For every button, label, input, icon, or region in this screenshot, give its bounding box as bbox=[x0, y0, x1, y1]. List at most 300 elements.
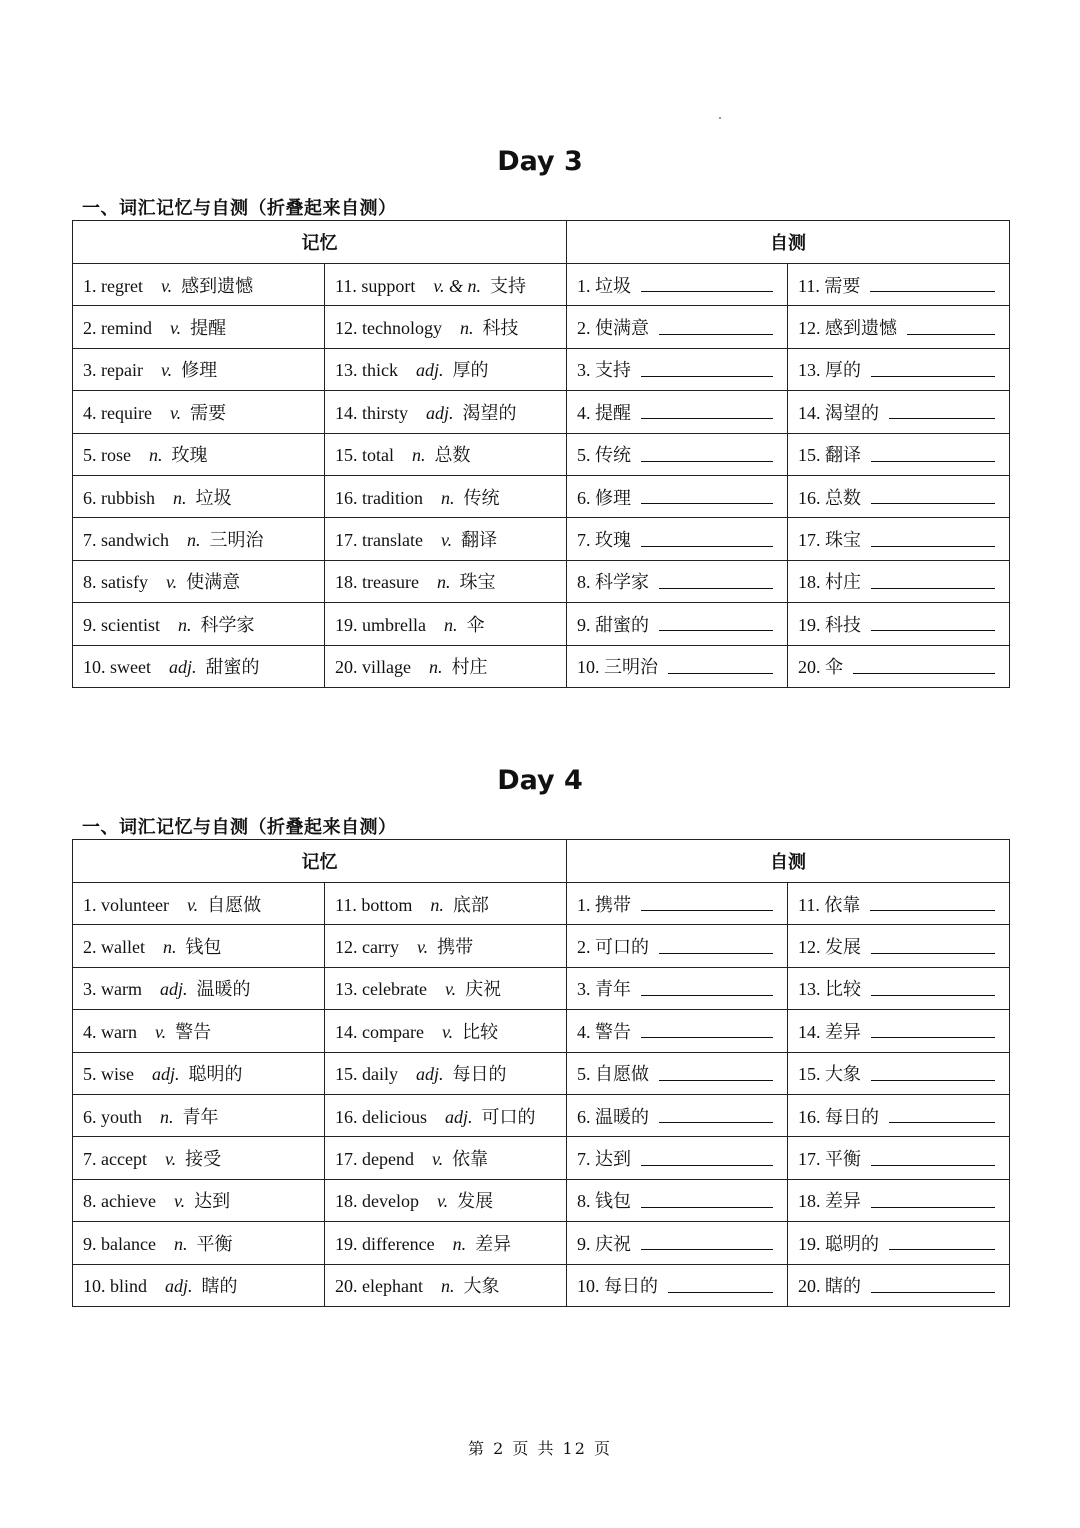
test-cell bbox=[788, 264, 1010, 306]
test-cell-content bbox=[798, 1180, 1009, 1221]
vocab-word: 14. compare bbox=[335, 1021, 424, 1042]
table-row bbox=[73, 1094, 1010, 1136]
test-cell-content bbox=[798, 1222, 1009, 1263]
test-cell-content bbox=[798, 561, 1009, 602]
answer-blank[interactable] bbox=[853, 659, 995, 674]
test-cell bbox=[567, 1052, 788, 1094]
table-row bbox=[73, 1010, 1010, 1052]
memory-cell bbox=[73, 1010, 325, 1052]
test-cell bbox=[567, 1264, 788, 1306]
part-of-speech: n. bbox=[162, 937, 177, 958]
answer-blank[interactable] bbox=[659, 1066, 773, 1081]
test-cell bbox=[567, 1179, 788, 1221]
test-cell-content bbox=[577, 476, 787, 517]
answer-blank[interactable] bbox=[641, 277, 773, 292]
day-title: Day 4 bbox=[497, 765, 583, 796]
answer-blank[interactable] bbox=[871, 574, 995, 589]
test-cell-content bbox=[798, 925, 1009, 966]
part-of-speech: n. bbox=[173, 487, 187, 508]
table-row bbox=[73, 1052, 1010, 1094]
answer-blank[interactable] bbox=[871, 616, 995, 631]
part-of-speech: n. bbox=[430, 894, 444, 915]
answer-blank[interactable] bbox=[659, 574, 773, 589]
test-prompt: 8. 钱包 bbox=[577, 1191, 631, 1212]
answer-blank[interactable] bbox=[870, 277, 995, 292]
test-header: 自测 bbox=[567, 221, 1010, 264]
memory-cell bbox=[325, 1179, 567, 1221]
vocab-word: 7. accept bbox=[83, 1149, 147, 1170]
table-row bbox=[73, 967, 1010, 1009]
answer-blank[interactable] bbox=[641, 896, 773, 911]
memory-cell bbox=[73, 603, 325, 645]
answer-blank[interactable] bbox=[889, 1235, 995, 1250]
test-cell bbox=[788, 1010, 1010, 1052]
test-cell-content bbox=[577, 1265, 787, 1306]
table-row bbox=[73, 883, 1010, 925]
test-prompt: 4. 提醒 bbox=[577, 402, 631, 423]
vocab-table bbox=[72, 220, 1010, 688]
memory-cell bbox=[325, 518, 567, 560]
chinese-meaning: 温暖的 bbox=[196, 979, 251, 1000]
answer-blank[interactable] bbox=[871, 447, 995, 462]
test-cell-content bbox=[577, 883, 787, 924]
vocab-word: 7. sandwich bbox=[83, 530, 169, 551]
test-prompt: 5. 传统 bbox=[577, 445, 631, 466]
test-cell-content bbox=[798, 1137, 1009, 1178]
test-cell bbox=[567, 925, 788, 967]
part-of-speech: v. bbox=[444, 979, 457, 1000]
test-prompt: 7. 玫瑰 bbox=[577, 530, 631, 551]
part-of-speech: n. bbox=[149, 445, 163, 466]
test-header: 自测 bbox=[567, 840, 1010, 883]
test-cell-content bbox=[577, 561, 787, 602]
test-cell-content bbox=[577, 1053, 787, 1094]
vocab-word: 2. wallet bbox=[83, 937, 145, 958]
part-of-speech: v. bbox=[160, 360, 173, 381]
chinese-meaning: 可口的 bbox=[481, 1106, 536, 1127]
vocab-word: 5. wise bbox=[83, 1064, 134, 1085]
part-of-speech: n. bbox=[428, 657, 443, 678]
test-cell bbox=[788, 391, 1010, 433]
test-cell bbox=[788, 645, 1010, 687]
test-cell bbox=[567, 391, 788, 433]
test-cell-content bbox=[577, 518, 787, 559]
answer-blank[interactable] bbox=[871, 532, 995, 547]
part-of-speech: adj. bbox=[426, 402, 454, 423]
vocab-word: 6. rubbish bbox=[83, 487, 155, 508]
answer-blank[interactable] bbox=[659, 1108, 773, 1123]
answer-blank[interactable] bbox=[871, 939, 995, 954]
test-cell-content bbox=[798, 306, 1009, 347]
test-cell bbox=[788, 603, 1010, 645]
vocab-word: 16. tradition bbox=[335, 487, 423, 508]
answer-blank[interactable] bbox=[641, 489, 773, 504]
chinese-meaning: 使满意 bbox=[186, 572, 241, 593]
memory-cell bbox=[325, 560, 567, 602]
test-prompt: 6. 温暖的 bbox=[577, 1106, 649, 1127]
vocab-word: 1. regret bbox=[83, 275, 143, 296]
vocab-word: 18. treasure bbox=[335, 572, 419, 593]
test-cell bbox=[788, 518, 1010, 560]
test-cell bbox=[788, 1222, 1010, 1264]
vocab-word: 19. difference bbox=[335, 1233, 435, 1254]
vocab-word: 1. volunteer bbox=[83, 894, 169, 915]
test-prompt: 2. 使满意 bbox=[577, 318, 649, 339]
memory-cell bbox=[73, 1264, 325, 1306]
test-prompt: 17. 平衡 bbox=[798, 1149, 861, 1170]
test-cell-content bbox=[798, 391, 1009, 432]
memory-cell bbox=[325, 348, 567, 390]
chinese-meaning: 警告 bbox=[175, 1021, 212, 1042]
memory-cell bbox=[325, 925, 567, 967]
chinese-meaning: 珠宝 bbox=[459, 572, 496, 593]
chinese-meaning: 玫瑰 bbox=[171, 445, 208, 466]
part-of-speech: v. bbox=[431, 1149, 444, 1170]
vocab-word: 17. depend bbox=[335, 1149, 414, 1170]
answer-blank[interactable] bbox=[871, 1278, 995, 1293]
vocab-word: 11. bottom bbox=[335, 894, 413, 915]
page-footer: 第 2 页 共 12 页 bbox=[468, 1439, 612, 1458]
day-title: Day 3 bbox=[497, 146, 583, 177]
memory-cell bbox=[325, 603, 567, 645]
test-prompt: 5. 自愿做 bbox=[577, 1064, 649, 1085]
chinese-meaning: 达到 bbox=[194, 1191, 231, 1212]
answer-blank[interactable] bbox=[668, 659, 773, 674]
test-cell-content bbox=[798, 646, 1009, 687]
part-of-speech: n. bbox=[412, 445, 426, 466]
memory-cell bbox=[73, 1094, 325, 1136]
part-of-speech: v. bbox=[169, 402, 182, 423]
test-cell bbox=[567, 883, 788, 925]
chinese-meaning: 需要 bbox=[190, 402, 227, 423]
memory-cell bbox=[73, 1137, 325, 1179]
test-cell bbox=[567, 518, 788, 560]
chinese-meaning: 感到遗憾 bbox=[181, 275, 254, 296]
chinese-meaning: 渴望的 bbox=[462, 402, 517, 423]
test-cell bbox=[788, 560, 1010, 602]
memory-cell bbox=[73, 883, 325, 925]
vocab-word: 20. village bbox=[335, 657, 411, 678]
section-heading: 一、词汇记忆与自测（折叠起来自测） bbox=[82, 817, 397, 838]
part-of-speech: adj. bbox=[168, 657, 197, 678]
chinese-meaning: 钱包 bbox=[185, 937, 222, 958]
vocab-word: 2. remind bbox=[83, 318, 152, 339]
vocab-word: 13. thick bbox=[335, 360, 398, 381]
test-prompt: 1. 携带 bbox=[577, 894, 631, 915]
test-cell-content bbox=[798, 603, 1009, 644]
test-cell-content bbox=[577, 306, 787, 347]
answer-blank[interactable] bbox=[659, 616, 773, 631]
part-of-speech: adj. bbox=[445, 1106, 473, 1127]
table-row bbox=[73, 1264, 1010, 1306]
part-of-speech: v. bbox=[440, 530, 453, 551]
vocab-word: 10. blind bbox=[83, 1276, 148, 1297]
chinese-meaning: 提醒 bbox=[190, 318, 227, 339]
memory-cell bbox=[73, 518, 325, 560]
answer-blank[interactable] bbox=[871, 1151, 995, 1166]
memory-cell bbox=[325, 1094, 567, 1136]
chinese-meaning: 科学家 bbox=[200, 614, 255, 635]
vocab-word: 6. youth bbox=[83, 1106, 143, 1127]
memory-cell bbox=[73, 645, 325, 687]
test-prompt: 17. 珠宝 bbox=[798, 530, 861, 551]
vocab-word: 9. balance bbox=[83, 1233, 156, 1254]
test-cell-content bbox=[798, 518, 1009, 559]
memory-cell bbox=[325, 391, 567, 433]
test-cell bbox=[788, 925, 1010, 967]
part-of-speech: adj. bbox=[416, 360, 444, 381]
memory-cell bbox=[325, 1264, 567, 1306]
test-cell bbox=[788, 1094, 1010, 1136]
test-prompt: 11. 需要 bbox=[798, 275, 861, 296]
test-prompt: 15. 翻译 bbox=[798, 445, 861, 466]
chinese-meaning: 厚的 bbox=[452, 360, 489, 381]
chinese-meaning: 传统 bbox=[463, 487, 500, 508]
test-prompt: 3. 支持 bbox=[577, 360, 631, 381]
table-row bbox=[73, 1222, 1010, 1264]
answer-blank[interactable] bbox=[641, 362, 773, 377]
test-cell-content bbox=[577, 925, 787, 966]
chinese-meaning: 接受 bbox=[185, 1149, 222, 1170]
table-body bbox=[73, 221, 1010, 688]
chinese-meaning: 科技 bbox=[482, 318, 519, 339]
chinese-meaning: 聪明的 bbox=[188, 1064, 243, 1085]
answer-blank[interactable] bbox=[871, 362, 995, 377]
part-of-speech: v. bbox=[164, 1149, 177, 1170]
test-prompt: 11. 依靠 bbox=[798, 894, 861, 915]
table-row bbox=[73, 1137, 1010, 1179]
memory-cell bbox=[325, 1222, 567, 1264]
vocab-word: 15. daily bbox=[335, 1064, 398, 1085]
vocab-word: 15. total bbox=[335, 445, 394, 466]
test-prompt: 18. 村庄 bbox=[798, 572, 861, 593]
answer-blank[interactable] bbox=[641, 447, 773, 462]
answer-blank[interactable] bbox=[659, 320, 773, 335]
test-cell-content bbox=[577, 1137, 787, 1178]
test-prompt: 6. 修理 bbox=[577, 487, 631, 508]
test-cell bbox=[788, 475, 1010, 517]
memory-cell bbox=[325, 264, 567, 306]
table-header-row bbox=[73, 221, 1010, 264]
memory-header: 记忆 bbox=[73, 840, 567, 883]
chinese-meaning: 村庄 bbox=[451, 657, 488, 678]
test-prompt: 20. 瞎的 bbox=[798, 1276, 861, 1297]
test-cell bbox=[788, 883, 1010, 925]
memory-cell bbox=[325, 433, 567, 475]
part-of-speech: n. bbox=[443, 614, 458, 635]
part-of-speech: n. bbox=[441, 487, 455, 508]
answer-blank[interactable] bbox=[641, 1023, 773, 1038]
test-prompt: 10. 三明治 bbox=[577, 657, 658, 678]
vocab-word: 14. thirsty bbox=[335, 402, 409, 423]
answer-blank[interactable] bbox=[870, 896, 995, 911]
part-of-speech: v. bbox=[416, 937, 429, 958]
answer-blank[interactable] bbox=[641, 404, 773, 419]
test-cell bbox=[788, 1264, 1010, 1306]
chinese-meaning: 每日的 bbox=[452, 1064, 507, 1085]
vocab-word: 10. sweet bbox=[83, 657, 151, 678]
test-prompt: 16. 总数 bbox=[798, 487, 861, 508]
answer-blank[interactable] bbox=[871, 489, 995, 504]
test-cell-content bbox=[577, 1222, 787, 1263]
test-cell-content bbox=[577, 1180, 787, 1221]
test-cell-content bbox=[577, 349, 787, 390]
test-cell bbox=[567, 1222, 788, 1264]
test-prompt: 18. 差异 bbox=[798, 1191, 861, 1212]
part-of-speech: n. bbox=[452, 1233, 467, 1254]
memory-header: 记忆 bbox=[73, 221, 567, 264]
chinese-meaning: 携带 bbox=[437, 937, 474, 958]
part-of-speech: v. & n. bbox=[433, 275, 481, 296]
chinese-meaning: 支持 bbox=[490, 275, 526, 296]
test-prompt: 10. 每日的 bbox=[577, 1276, 658, 1297]
memory-cell bbox=[73, 1052, 325, 1094]
chinese-meaning: 青年 bbox=[182, 1106, 219, 1127]
test-prompt: 4. 警告 bbox=[577, 1021, 631, 1042]
test-prompt: 19. 科技 bbox=[798, 614, 861, 635]
vocab-word: 4. warn bbox=[83, 1021, 137, 1042]
test-cell bbox=[567, 645, 788, 687]
test-prompt: 7. 达到 bbox=[577, 1149, 631, 1170]
test-prompt: 14. 渴望的 bbox=[798, 402, 879, 423]
table-row bbox=[73, 433, 1010, 475]
answer-blank[interactable] bbox=[871, 981, 995, 996]
part-of-speech: n. bbox=[160, 1106, 174, 1127]
memory-cell bbox=[73, 1179, 325, 1221]
vocab-word: 9. scientist bbox=[83, 614, 160, 635]
test-prompt: 15. 大象 bbox=[798, 1064, 861, 1085]
chinese-meaning: 平衡 bbox=[196, 1233, 233, 1254]
part-of-speech: v. bbox=[170, 318, 182, 339]
memory-cell bbox=[325, 306, 567, 348]
answer-blank[interactable] bbox=[871, 1066, 995, 1081]
part-of-speech: v. bbox=[173, 1191, 186, 1212]
part-of-speech: adj. bbox=[165, 1276, 193, 1297]
part-of-speech: n. bbox=[436, 572, 451, 593]
vocab-word: 11. support bbox=[335, 275, 416, 296]
answer-blank[interactable] bbox=[668, 1278, 773, 1293]
test-cell-content bbox=[798, 1265, 1009, 1306]
table-row bbox=[73, 603, 1010, 645]
answer-blank[interactable] bbox=[641, 532, 773, 547]
memory-cell bbox=[325, 645, 567, 687]
test-cell bbox=[567, 560, 788, 602]
test-cell bbox=[567, 475, 788, 517]
table-header-row bbox=[73, 840, 1010, 883]
test-cell-content bbox=[798, 883, 1009, 924]
test-cell-content bbox=[798, 349, 1009, 390]
memory-cell bbox=[73, 264, 325, 306]
test-cell-content bbox=[798, 968, 1009, 1009]
vocab-word: 18. develop bbox=[335, 1191, 419, 1212]
test-cell-content bbox=[798, 1053, 1009, 1094]
answer-blank[interactable] bbox=[871, 1023, 995, 1038]
memory-cell bbox=[73, 433, 325, 475]
test-cell-content bbox=[798, 434, 1009, 475]
answer-blank[interactable] bbox=[889, 1108, 995, 1123]
chinese-meaning: 发展 bbox=[457, 1191, 494, 1212]
memory-cell bbox=[325, 883, 567, 925]
answer-blank[interactable] bbox=[641, 981, 773, 996]
test-cell bbox=[567, 1137, 788, 1179]
chinese-meaning: 大象 bbox=[463, 1276, 500, 1297]
chinese-meaning: 三明治 bbox=[209, 530, 264, 551]
vocab-word: 8. satisfy bbox=[83, 572, 148, 593]
test-prompt: 9. 甜蜜的 bbox=[577, 614, 649, 635]
vocab-word: 4. require bbox=[83, 402, 152, 423]
test-cell bbox=[788, 433, 1010, 475]
part-of-speech: n. bbox=[186, 530, 201, 551]
vocab-word: 12. carry bbox=[335, 937, 399, 958]
chinese-meaning: 甜蜜的 bbox=[205, 657, 260, 678]
memory-cell bbox=[73, 560, 325, 602]
table-row bbox=[73, 391, 1010, 433]
table-row bbox=[73, 1179, 1010, 1221]
vocab-word: 16. delicious bbox=[335, 1106, 427, 1127]
test-cell bbox=[567, 1010, 788, 1052]
memory-cell bbox=[73, 391, 325, 433]
vocab-word: 19. umbrella bbox=[335, 614, 426, 635]
test-cell-content bbox=[577, 391, 787, 432]
test-cell-content bbox=[577, 264, 787, 305]
test-cell bbox=[788, 348, 1010, 390]
part-of-speech: v. bbox=[166, 572, 178, 593]
table-row bbox=[73, 925, 1010, 967]
part-of-speech: v. bbox=[186, 894, 199, 915]
chinese-meaning: 瞎的 bbox=[201, 1276, 238, 1297]
answer-blank[interactable] bbox=[641, 1235, 773, 1250]
memory-cell bbox=[73, 348, 325, 390]
memory-cell bbox=[325, 1137, 567, 1179]
answer-blank[interactable] bbox=[907, 320, 995, 335]
chinese-meaning: 垃圾 bbox=[195, 487, 232, 508]
test-prompt: 9. 庆祝 bbox=[577, 1233, 631, 1254]
vocab-word: 13. celebrate bbox=[335, 979, 427, 1000]
memory-cell bbox=[73, 967, 325, 1009]
answer-blank[interactable] bbox=[889, 404, 995, 419]
test-prompt: 13. 厚的 bbox=[798, 360, 861, 381]
memory-cell bbox=[73, 306, 325, 348]
vocab-table bbox=[72, 839, 1010, 1307]
test-prompt: 20. 伞 bbox=[798, 657, 843, 678]
memory-cell bbox=[325, 1052, 567, 1094]
test-cell bbox=[567, 967, 788, 1009]
section-heading: 一、词汇记忆与自测（折叠起来自测） bbox=[82, 198, 397, 219]
test-prompt: 13. 比较 bbox=[798, 979, 861, 1000]
vocab-word: 17. translate bbox=[335, 530, 423, 551]
answer-blank[interactable] bbox=[871, 1193, 995, 1208]
memory-cell bbox=[73, 475, 325, 517]
answer-blank[interactable] bbox=[641, 1193, 773, 1208]
chinese-meaning: 比较 bbox=[462, 1021, 499, 1042]
answer-blank[interactable] bbox=[641, 1151, 773, 1166]
chinese-meaning: 修理 bbox=[181, 360, 218, 381]
answer-blank[interactable] bbox=[659, 939, 773, 954]
chinese-meaning: 总数 bbox=[434, 445, 471, 466]
test-cell bbox=[567, 1094, 788, 1136]
test-cell-content bbox=[577, 646, 787, 687]
test-cell-content bbox=[798, 264, 1009, 305]
vocab-word: 3. warm bbox=[83, 979, 142, 1000]
memory-cell bbox=[73, 1222, 325, 1264]
test-cell-content bbox=[577, 1010, 787, 1051]
part-of-speech: v. bbox=[436, 1191, 449, 1212]
test-cell-content bbox=[577, 968, 787, 1009]
test-cell bbox=[567, 306, 788, 348]
table-body bbox=[73, 840, 1010, 1307]
chinese-meaning: 翻译 bbox=[461, 530, 498, 551]
part-of-speech: v. bbox=[441, 1021, 454, 1042]
